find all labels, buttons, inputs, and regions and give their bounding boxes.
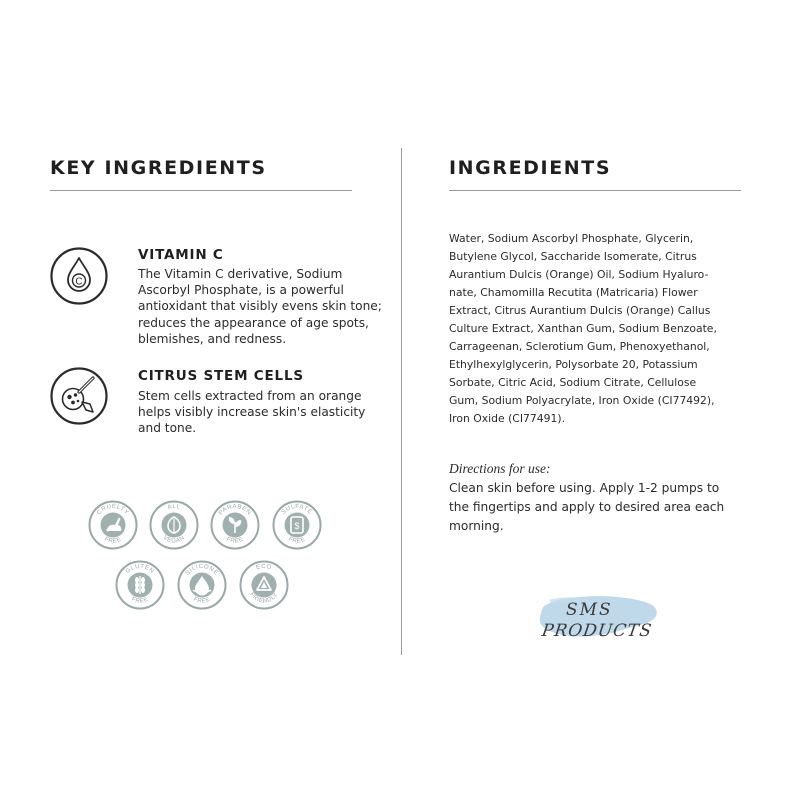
badge-bottom-label: FREE xyxy=(225,536,245,545)
citrus-stem-cells-description: Stem cells extracted from an orange helps visibly increase skin's elasticity and tone. xyxy=(138,389,366,436)
vitamin-c-drop-icon xyxy=(49,246,109,306)
directions-label: Directions for use: xyxy=(449,461,551,476)
directions-text: Clean skin before using. Apply 1-2 pumps to the fingertips and apply to desired area each morning. xyxy=(449,481,725,533)
key-ingredients-rule xyxy=(50,190,352,191)
citrus-stem-cells-title: CITRUS STEM CELLS xyxy=(138,368,304,384)
logo-line-1: SMS xyxy=(566,600,613,620)
badge-rabbit xyxy=(88,500,138,550)
svg-text:$: $ xyxy=(294,521,300,531)
badge-bottom-label: VEGAN xyxy=(161,534,187,545)
badge-droplet xyxy=(177,560,227,610)
wheat-icon xyxy=(135,576,145,594)
badge-recycle xyxy=(239,560,289,610)
badge-top-label: CRUELTY xyxy=(96,503,130,517)
logo-line-2: PRODUCTS xyxy=(540,621,654,641)
column-divider xyxy=(401,148,402,655)
badge-bottom-label: FREE xyxy=(192,596,212,605)
badge-bottom-label: FREE xyxy=(130,596,150,605)
vitamin-c-letter: C xyxy=(75,276,83,288)
badge-top-label: ECO xyxy=(255,563,273,572)
badge-sprout xyxy=(210,500,260,550)
stem-cell-dropper-icon xyxy=(49,366,109,426)
ingredients-heading: INGREDIENTS xyxy=(449,157,612,179)
badge-sulfate-flask xyxy=(272,500,322,550)
key-ingredients-heading: KEY INGREDIENTS xyxy=(50,157,267,179)
badge-top-label: SULFATE xyxy=(280,503,314,516)
badge-top-label: PARABEN xyxy=(217,503,252,517)
badge-top-label: GLUTEN xyxy=(124,563,156,575)
badge-bottom-label: FREE xyxy=(103,536,123,545)
ingredients-rule xyxy=(449,190,741,191)
badge-bottom-label: FRIENDLY xyxy=(248,591,280,605)
vitamin-c-title: VITAMIN C xyxy=(138,247,224,263)
badge-top-label: ALL xyxy=(167,503,182,511)
ingredients-list: Water, Sodium Ascorbyl Phosphate, Glycerin, Butylene Glycol, Saccharide Isomerate, Citrus Aurantium Dulcis (Orange) Oil, Sodium Hyaluro- nate, Chamomilla Recutita (Matricaria) Flower Extract, Citrus Aurantium Dulcis (Orange) Callus Culture Extract, Xanthan Gum, Sodium Benzoate, Carrageenan, Sclerotium Gum, Phenoxyethanol, Ethylhexylglycerin, Polysorbate 20, Potassium Sorbate, Citric Acid, Sodium Citrate, Cellulose Gum, Sodium Polyacrylate, Iron Oxide (CI77492), Iron Oxide (CI77491). xyxy=(449,232,717,425)
vitamin-c-description: The Vitamin C derivative, Sodium Ascorbyl Phosphate, is a powerful antioxidant that visibly evens skin tone; reduces the appearance of age spots, blemishes, and redness. xyxy=(138,267,382,346)
sms-products-logo xyxy=(530,588,680,660)
badge-leaf xyxy=(149,500,199,550)
badge-wheat xyxy=(115,560,165,610)
badge-top-label: SILICONE xyxy=(184,563,220,577)
badge-bottom-label: FREE xyxy=(287,536,307,545)
